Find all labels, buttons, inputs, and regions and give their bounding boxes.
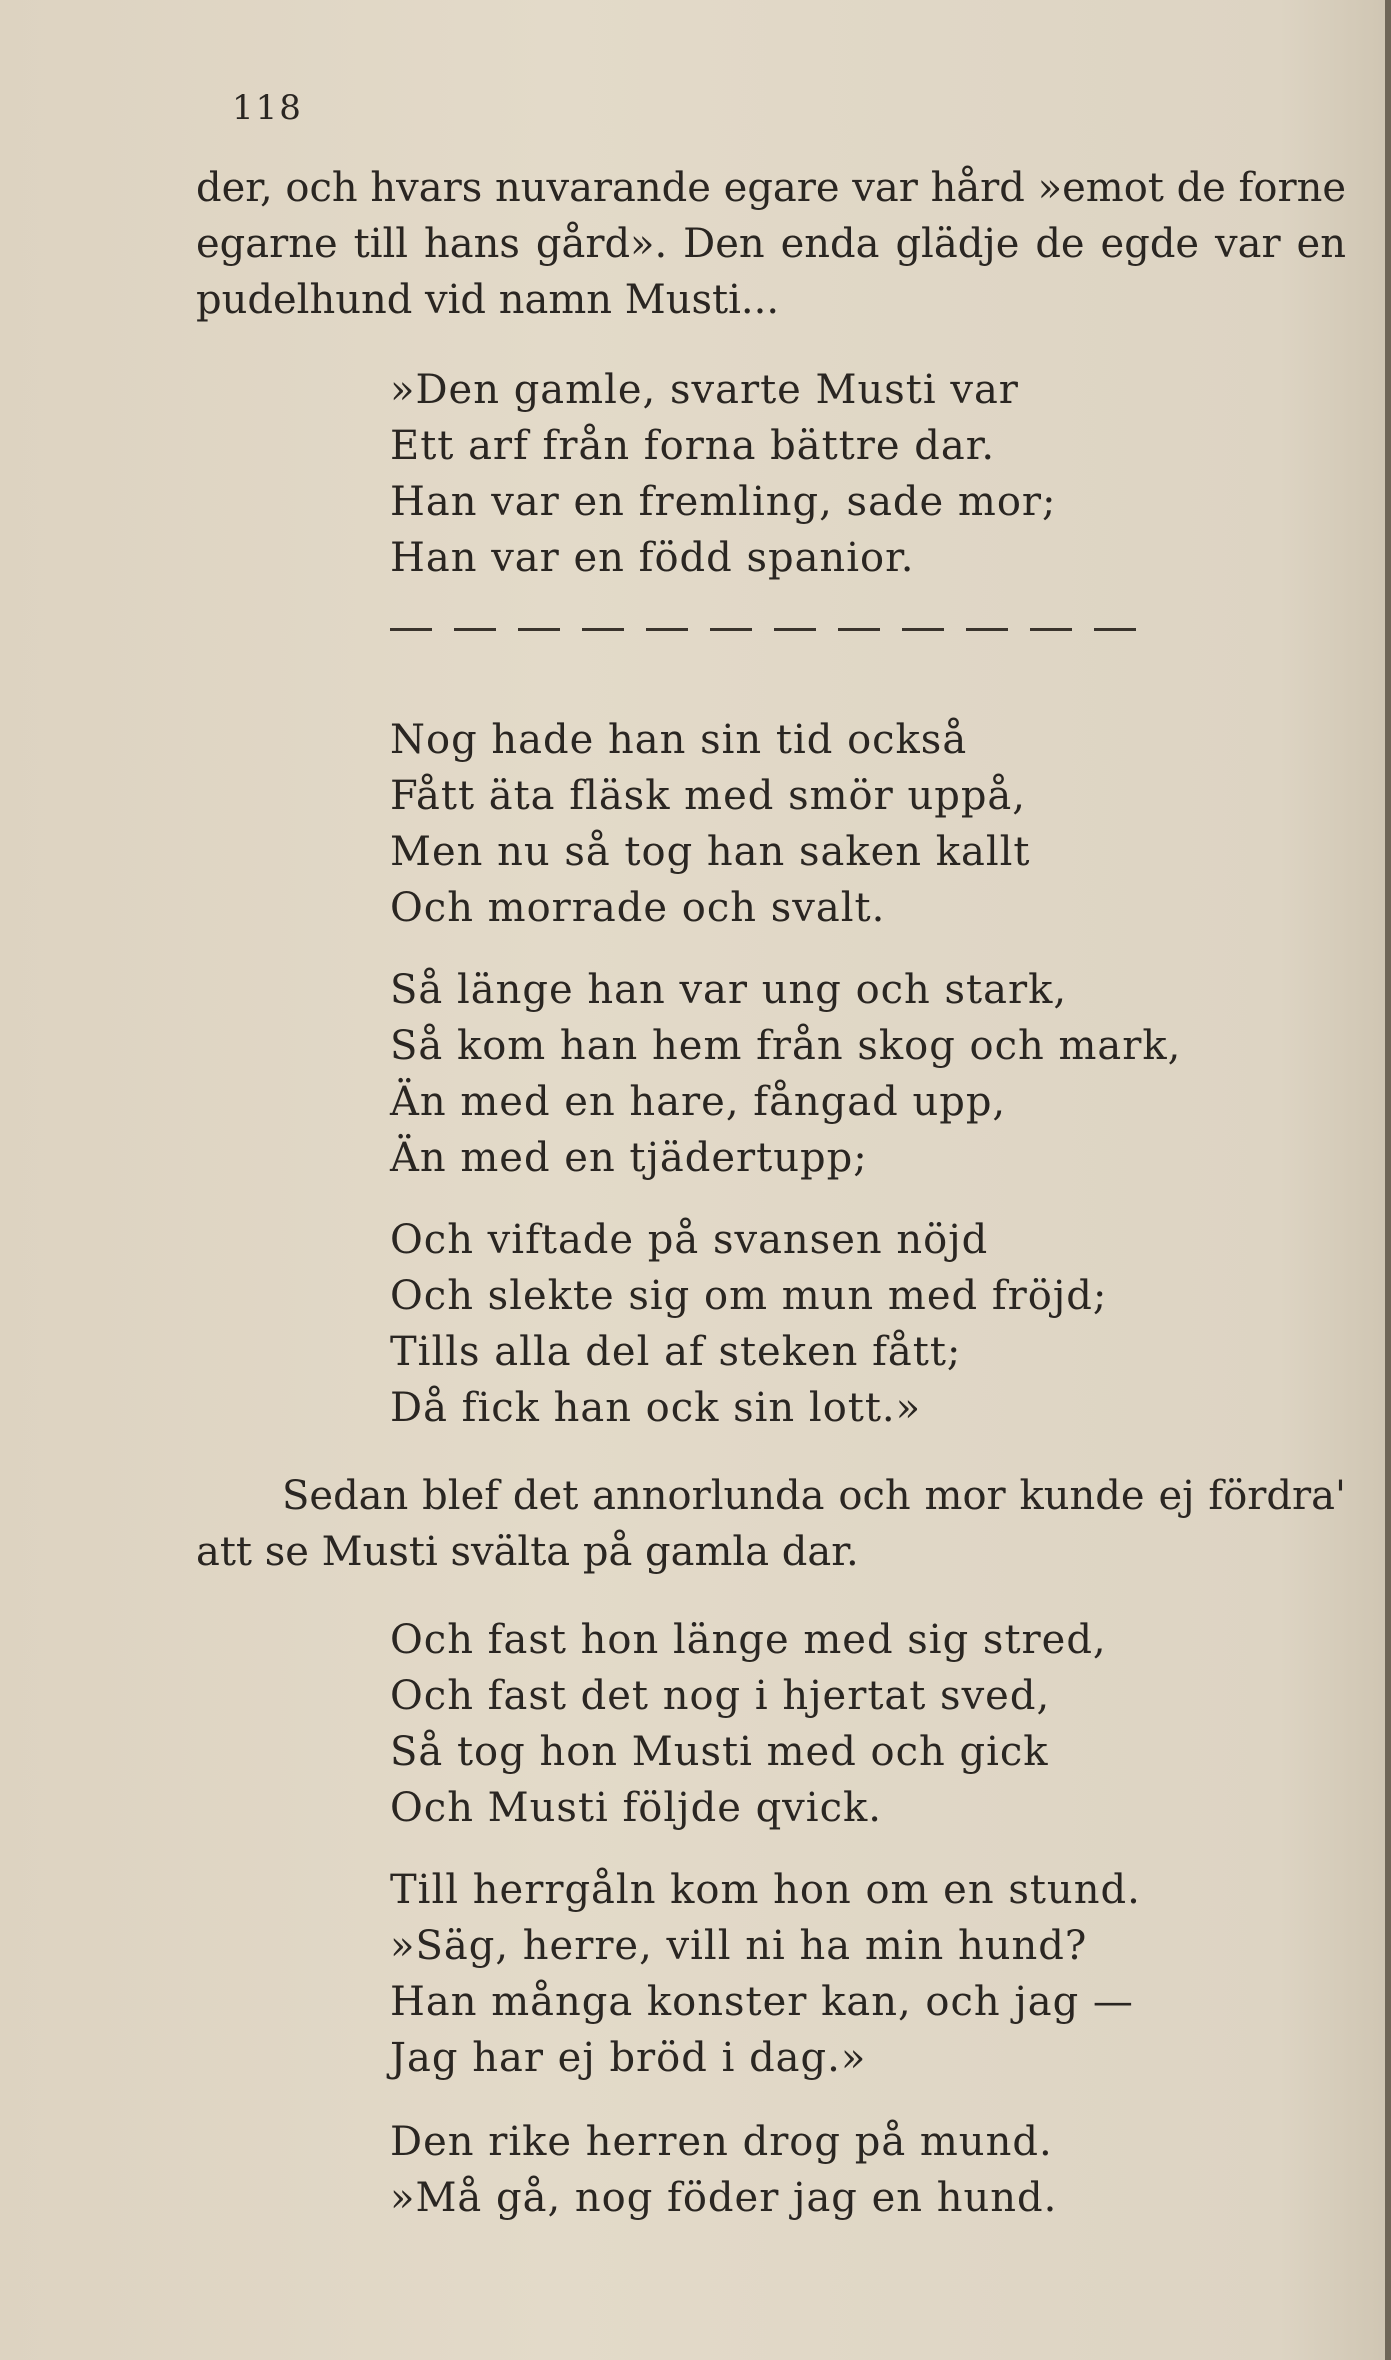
verse-line: Fått äta fläsk med smör uppå, <box>390 773 1026 819</box>
verse-line: Än med en tjädertupp; <box>390 1135 868 1181</box>
page-number: 118 <box>232 88 303 128</box>
verse-line: Så kom han hem från skog och mark, <box>390 1023 1182 1069</box>
separator-dash <box>966 628 1008 631</box>
separator-dash <box>390 628 432 631</box>
poem-stanza-2 <box>390 712 1031 936</box>
separator-dash <box>774 628 816 631</box>
separator-dash <box>582 628 624 631</box>
verse-line: Än med en hare, fångad upp, <box>390 1079 1007 1125</box>
verse-line: Och morrade och svalt. <box>390 885 886 931</box>
verse-line: Och fast hon länge med sig stred, <box>390 1617 1107 1663</box>
verse-line: Men nu så tog han saken kallt <box>390 829 1031 875</box>
verse-line: Då fick han ock sin lott.» <box>390 1385 922 1431</box>
verse-line: Han många konster kan, och jag — <box>390 1979 1134 2025</box>
poem-stanza-4 <box>390 1212 1107 1436</box>
poem-stanza-1 <box>390 362 1057 586</box>
verse-line: Och Musti följde qvick. <box>390 1785 882 1831</box>
verse-line: Och viftade på svansen nöjd <box>390 1217 989 1263</box>
separator-dash <box>646 628 688 631</box>
verse-line: Nog hade han sin tid också <box>390 717 968 763</box>
verse-line: Han var en fremling, sade mor; <box>390 479 1057 525</box>
verse-line: Den rike herren drog på mund. <box>390 2119 1053 2165</box>
separator-dash <box>838 628 880 631</box>
verse-line: »Må gå, nog föder jag en hund. <box>390 2175 1058 2221</box>
verse-line: Och fast det nog i hjertat sved, <box>390 1673 1051 1719</box>
verse-line: Så tog hon Musti med och gick <box>390 1729 1049 1775</box>
separator-dash <box>518 628 560 631</box>
verse-line: Till herrgåln kom hon om en stund. <box>390 1867 1141 1913</box>
verse-line: »Säg, herre, vill ni ha min hund? <box>390 1923 1088 1969</box>
separator-dash <box>710 628 752 631</box>
verse-line: Tills alla del af steken fått; <box>390 1329 962 1375</box>
verse-line: Och slekte sig om mun med fröjd; <box>390 1273 1108 1319</box>
page-edge-shadow <box>1385 0 1391 2360</box>
separator-dash <box>454 628 496 631</box>
verse-line: Ett arf från forna bättre dar. <box>390 423 996 469</box>
poem-stanza-5 <box>390 1612 1107 1836</box>
separator-dash <box>1094 628 1136 631</box>
poem-stanza-3 <box>390 962 1181 1186</box>
verse-line: Han var en född spanior. <box>390 535 915 581</box>
poem-stanza-6 <box>390 1862 1141 2086</box>
verse-line: Jag har ej bröd i dag.» <box>390 2035 867 2081</box>
separator-dash <box>902 628 944 631</box>
verse-line: Så länge han var ung och stark, <box>390 967 1068 1013</box>
prose-paragraph-1: der, och hvars nuvarande egare var hård »emot de forne egarne till hans gård». Den enda glädje de egde var en pudelhund vid namn Musti... <box>196 165 1346 323</box>
prose-paragraph-2: Sedan blef det annorlunda och mor kunde ej fördra' att se Musti svälta på gamla dar. <box>196 1473 1346 1575</box>
ellipsis-dash-separator <box>390 628 1136 631</box>
poem-stanza-7 <box>390 2114 1057 2226</box>
verse-line: »Den gamle, svarte Musti var <box>390 367 1019 413</box>
separator-dash <box>1030 628 1072 631</box>
